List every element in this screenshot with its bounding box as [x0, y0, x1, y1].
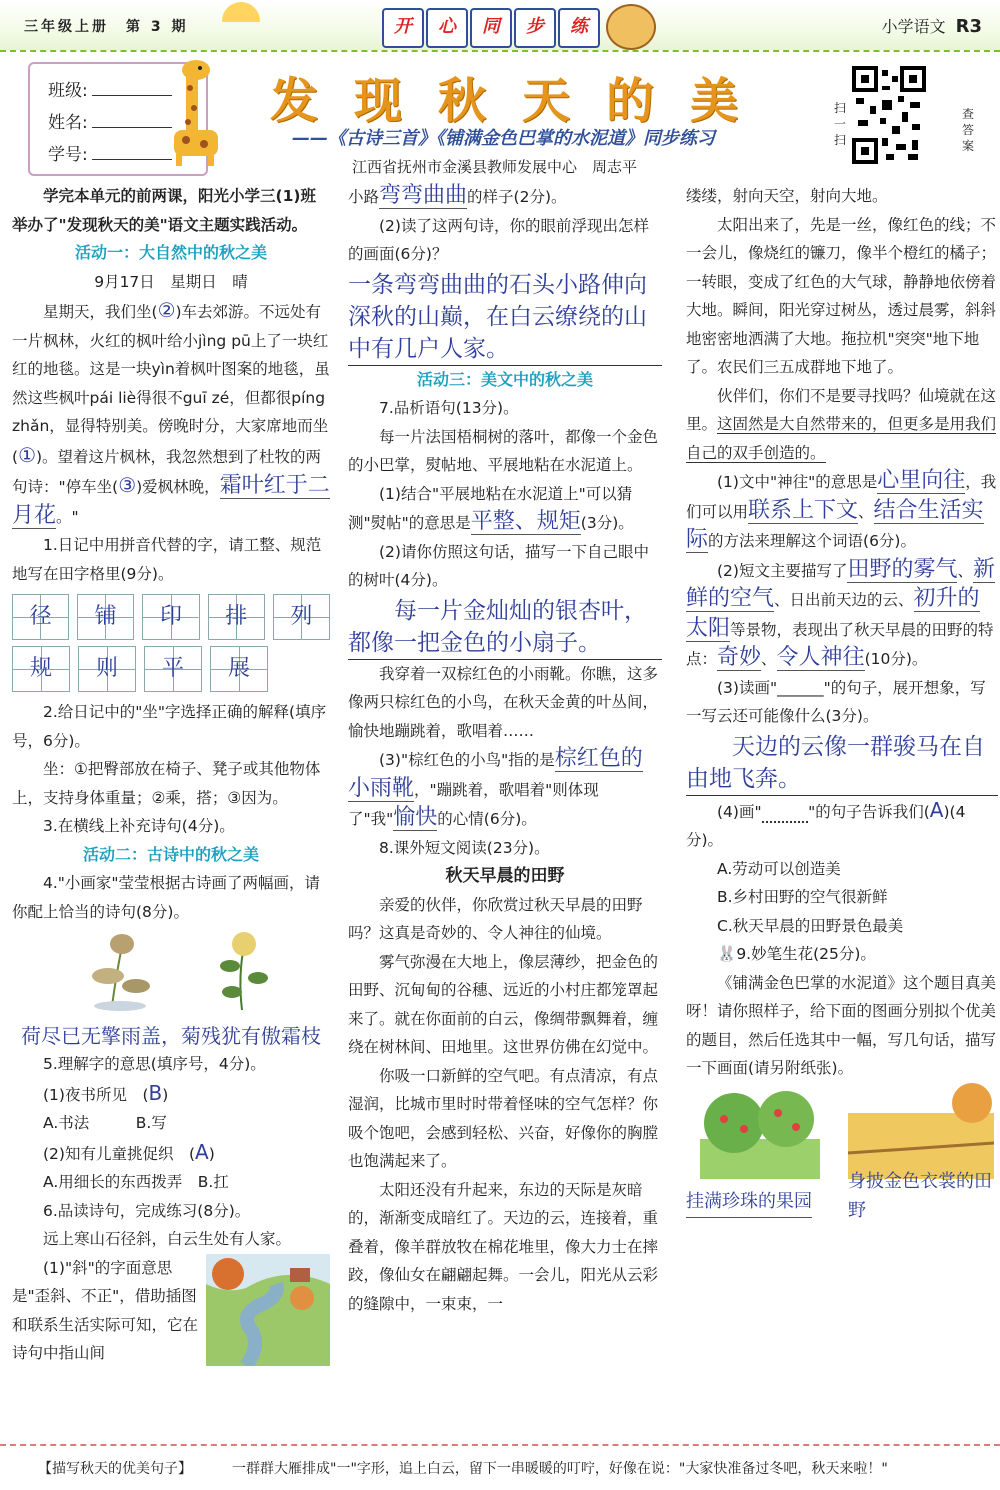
question-8-1: (1)文中"神往"的意思是心里向往，我们可以用联系上下文、结合生活实际的方法来理解这个词语(6分)。 [686, 468, 997, 552]
answer-text: 令人神往 [776, 645, 865, 670]
article-paragraph: 伙伴们，你们不是要寻找吗？仙境就在这里。这固然是大自然带来的，但更多是用我们自己的双手创造的。 [686, 386, 997, 462]
question-7: 7.品析语句(13分)。 [379, 399, 519, 417]
sun-icon [222, 2, 260, 22]
qr-block [852, 66, 926, 164]
question-8: 8.课外短文阅读(23分)。 [379, 838, 550, 857]
tianzige-cell[interactable]: 列 [273, 594, 330, 640]
question-1: 1.日记中用拼音代替的字，请工整、规范地写在田字格里(9分)。 [12, 536, 322, 583]
article-paragraph: 亲爱的伙伴，你欣赏过秋天早晨的田野吗？这真是奇妙的、令人神往的仙境。 [348, 895, 643, 942]
tianzige-cell[interactable]: 印 [142, 594, 199, 640]
question-7-2: (2)请你仿照这句话，描写一下自己眼中的树叶(4分)。 [348, 542, 649, 589]
tianzige-cell[interactable]: 则 [78, 646, 136, 692]
class-field[interactable]: 班级: [48, 76, 172, 101]
answer-text: 初升的太阳 [686, 586, 980, 641]
tianzige-cell[interactable]: 平 [144, 646, 202, 692]
question-7-text: 每一片法国梧桐树的落叶，都像一个金色的小巴掌，熨帖地、平展地粘在水泥道上。 [348, 427, 659, 474]
lotus-chrysanthemum-illustration [12, 926, 330, 1012]
answer-text: 联系上下文 [748, 497, 859, 523]
question-4-answer: 荷尽已无擎雨盖，菊残犹有傲霜枝 [21, 1023, 321, 1048]
rabbit-icon: 🐰 [717, 945, 737, 963]
brand-char: 同 [470, 8, 512, 48]
answer-mark: A [929, 797, 944, 822]
question-5: 5.理解字的意思(填序号，4分)。 [43, 1055, 266, 1073]
question-6-1-cont: 小路弯弯曲曲的样子(2分)。 [348, 183, 567, 208]
poem-line: 远上寒山石径斜，白云生处有人家。 [43, 1230, 292, 1248]
brand-char: 步 [514, 8, 556, 48]
answer-text: 田野的雾气 [847, 556, 958, 582]
question-8-3: (3)读画"______"的句子，展开想象，写一写云还可能像什么(3分)。 [686, 678, 986, 725]
question-6-2: (2)读了这两句诗，你的眼前浮现出怎样的画面(6分)？ [348, 216, 649, 263]
diary-date: 9月17日 星期日 晴 [94, 272, 248, 291]
diary-text: 星期天，我们坐(②)车去郊游。不远处有一片枫林，火红的枫叶给小jìng pū上了一块红红的地毯。这是一块yìn着枫叶图案的地毯，虽然这些枫叶pái liè得很不guī zé，但都很píng zhǎn，显得特别美。傍晚时分，大家席地而坐(①)。望着这片枫林，我忽然想到了杜牧的两句诗："停车坐(③)爱枫林晚，霜叶红于二月花。" [12, 298, 330, 528]
question-2-definition: 坐：①把臀部放在椅子、凳子或其他物体上，支持身体重量；②乘，搭；③因为。 [12, 760, 321, 807]
article-paragraph: 雾气弥漫在大地上，像层薄纱，把金色的田野、沉甸甸的谷穗、远近的小村庄都笼罩起来了。就在你面前的白云，像绸带飘舞着，缠绕在树林间、田地里。这世界仿佛在幻觉中。 [348, 952, 659, 1056]
chrysanthemum-icon [220, 932, 268, 1010]
grade-issue: 三年级上册 第 3 期 [24, 19, 189, 35]
tianzige-cell[interactable]: 径 [12, 594, 69, 640]
question-9-answers [686, 1171, 998, 1221]
question-7-1: (1)结合"平展地粘在水泥道上"可以猜测"熨帖"的意思是平整、规矩(3分)。 [348, 484, 634, 534]
question-6-1: (1)"斜"的字面意思是"歪斜、不正"，借助插图和联系生活实际可知，它在诗句中指山间 [12, 1258, 199, 1362]
question-9: 🐰9.妙笔生花(25分)。 [717, 945, 876, 963]
answer-text: 弯弯曲曲 [379, 183, 468, 208]
answer-text: 霜叶红于二月花 [12, 473, 330, 528]
question-7-2-answer: 每一片金灿灿的银杏叶，都像一把金色的小扇子。 [348, 595, 662, 660]
activity1-heading: 活动一：大自然中的秋之美 [74, 243, 267, 262]
underlined-sentence: 这固然是大自然带来的，但更多是用我们自己的双手创造的。 [686, 415, 997, 462]
question-5-1: (1)夜书所见 (B) [43, 1080, 169, 1105]
tianzige-cell[interactable]: 铺 [77, 594, 134, 640]
answer-mark: ② [157, 298, 176, 322]
question-4: 4."小画家"莹莹根据古诗画了两幅画，请你配上恰当的诗句(8分)。 [12, 874, 321, 921]
question-5-2-options: A.用细长的东西拨弄 B.扛 [43, 1173, 229, 1191]
answer-mark: B [148, 1080, 163, 1105]
page-subtitle: ——《古诗三首》《铺满金色巴掌的水泥道》同步练习 [292, 128, 715, 149]
page-title: 发现秋天的美 [270, 73, 775, 129]
answer-text: 平整、规矩 [470, 509, 581, 534]
question-7-3: (3)"棕红色的小鸟"指的是棕红色的小雨靴，"蹦跳着，歌唱着"则体现了"我"愉快的心情(6分)。 [348, 746, 643, 830]
question-6: 6.品读诗句，完成练习(8分)。 [43, 1201, 251, 1220]
qr-code-icon[interactable] [852, 66, 926, 164]
footer-tag: 【描写秋天的优美句子】 [38, 1461, 192, 1477]
author-line: 江西省抚州市金溪县教师发展中心 周志平 [352, 158, 638, 176]
footer-banner [0, 1444, 1000, 1486]
answer-text: 愉快 [393, 805, 438, 830]
article-paragraph: 缕缕，射向天空，射向大地。 [686, 187, 888, 205]
article-paragraph: 你吸一口新鲜的空气吧。有点清凉，有点湿润，比城市里时时带着怪味的空气怎样？你吸个饱吧，会感到轻松、兴奋，好像你的胸膛也饱满起来了。 [348, 1066, 659, 1170]
question-9-text: 《铺满金色巴掌的水泥道》这个题目真美呀！请你照样子，给下面的图画分别拟个优美的题目，然后任选其中一幅，写几句话，描写一下画面(请另附纸张)。 [686, 973, 997, 1077]
question-8-3-answer: 天边的云像一群骏马在自由地飞奔。 [686, 731, 998, 796]
answer-text: 奇妙 [717, 645, 762, 670]
question-2: 2.给日记中的"坐"字选择正确的解释(填序号，6分)。 [12, 703, 327, 750]
withered-lotus-icon [92, 934, 150, 1011]
orchard-icon [700, 1091, 820, 1179]
answer-mark: ③ [118, 473, 137, 497]
column-right [686, 182, 998, 1221]
tianzige-cell[interactable]: 排 [208, 594, 265, 640]
tianzige-cell[interactable]: 展 [210, 646, 268, 692]
question-7-text2: 我穿着一双棕红色的小雨靴。你瞧，这多像两只棕红色的小鸟，在秋天金黄的叶丛间，愉快地蹦跳着，歌唱着…… [348, 664, 659, 740]
subject-page: 小学语文 R3 [881, 16, 982, 37]
question-6-2-answer: 一条弯弯曲曲的石头小路伸向深秋的山巅，在白云缭绕的山中有几户人家。 [348, 269, 662, 366]
option-c: C.秋天早晨的田野景色最美 [717, 916, 904, 935]
answer-text: 新鲜的空气 [686, 556, 996, 611]
cow-mascot-icon [606, 4, 656, 50]
tianzige-row-2 [12, 646, 330, 692]
answer-text: 结合生活实际 [686, 497, 984, 552]
tianzige-row-1 [12, 594, 330, 640]
column-left [12, 182, 330, 1368]
article-paragraph: 太阳还没有升起来，东边的天际是灰暗的，渐渐变成暗红了。天边的云，连接着，重叠着，像羊群放牧在棉花堆里，像大力士在摔跤，像仙女在翩翩起舞。一会儿，阳光从云彩的缝隙中，一束束，一 [348, 1180, 659, 1313]
column-middle [348, 182, 662, 1318]
answer-text: 棕红色的小雨靴 [348, 746, 643, 801]
orchard-field-illustration [686, 1083, 998, 1179]
intro-text: 学完本单元的前两课，阳光小学三(1)班举办了"发现秋天的美"语文主题实践活动。 [12, 187, 316, 234]
option-b: B.乡村田野的空气很新鲜 [717, 888, 888, 906]
activity2-heading: 活动二：古诗中的秋之美 [82, 844, 259, 864]
question-3: 3.在横线上补充诗句(4分)。 [43, 817, 235, 835]
answer-text: 心里向往 [877, 468, 966, 493]
question-8-4: (4)画" "的句子告诉我们(A)(4分)。 [686, 797, 966, 849]
qr-left-label: 扫一扫 [834, 101, 847, 147]
answer-text: 身披金色衣裳的田野 [848, 1171, 992, 1221]
brand-char: 开 [382, 8, 424, 48]
brand-char: 练 [558, 8, 600, 48]
answer-text: 挂满珍珠的果园 [686, 1188, 812, 1218]
qr-right-label: 查答案 [962, 107, 975, 153]
mountain-path-illustration [206, 1254, 330, 1366]
question-5-1-options: A.书法 B.写 [43, 1114, 167, 1132]
activity3-heading: 活动三：美文中的秋之美 [416, 369, 593, 389]
answer-mark: A [195, 1139, 209, 1164]
golden-field-icon [848, 1083, 994, 1179]
question-8-2: (2)短文主要描写了田野的雾气、新鲜的空气、日出前天边的云、初升的太阳等景物，表现出了秋天早晨的田野的特点：奇妙、令人神往(10分)。 [686, 556, 996, 670]
article-title: 秋天早晨的田野 [445, 866, 565, 886]
top-banner [0, 0, 1000, 52]
giraffe-icon [168, 58, 224, 168]
footer-sentence: 一群群大雁排成"一"字形，追上白云，留下一串暖暖的叮咛，好像在说："大家快准备过冬吧，秋天来啦！" [232, 1461, 888, 1477]
option-a: A.劳动可以创造美 [717, 859, 841, 878]
name-field[interactable]: 姓名: [48, 108, 172, 133]
brand-char: 心 [426, 8, 468, 48]
answer-mark: ① [18, 442, 36, 467]
id-field[interactable]: 学号: [48, 140, 172, 165]
question-5-2: (2)知有儿童挑促织 (A) [43, 1139, 215, 1164]
article-paragraph: 太阳出来了，先是一丝，像红色的线；不一会儿，像烧红的镰刀，像半个橙红的橘子；一转眼，变成了红色的大气球，静静地依傍着大地。瞬间，阳光穿过树丛，透过晨雾，斜斜地密密地洒满了大地。拖拉机"突突"地下地了。农民们三五成群地下地了。 [686, 215, 997, 376]
tianzige-cell[interactable]: 规 [12, 646, 70, 692]
